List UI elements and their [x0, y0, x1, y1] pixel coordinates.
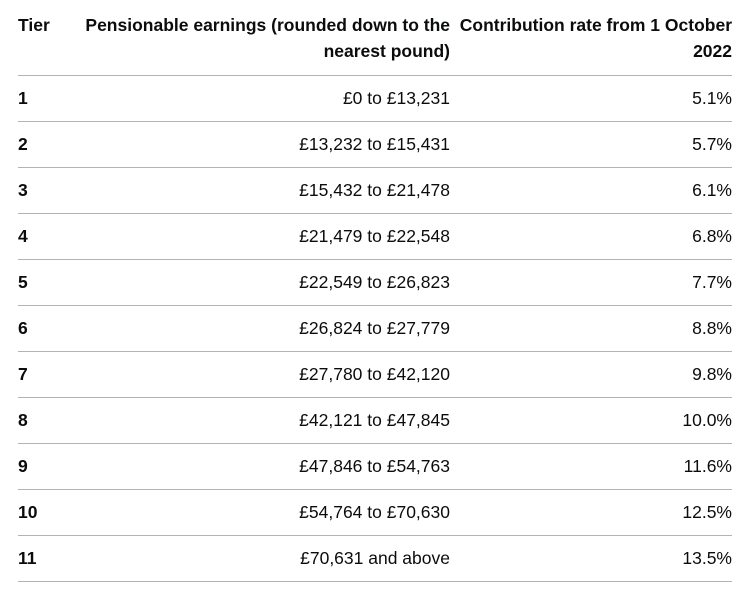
- table-row: [18, 260, 732, 306]
- contribution-rates-table: [18, 0, 732, 582]
- rate-cell: 13.5%: [450, 536, 732, 582]
- rate-cell: 5.7%: [450, 122, 732, 168]
- tier-cell: 6: [18, 306, 78, 352]
- table-row: [18, 398, 732, 444]
- rate-cell: 11.6%: [450, 444, 732, 490]
- rate-cell: 7.7%: [450, 260, 732, 306]
- rate-cell: 12.5%: [450, 490, 732, 536]
- table-row: [18, 306, 732, 352]
- header-contribution-rate: Contribution rate from 1 October 2022: [450, 0, 732, 76]
- table-row: [18, 352, 732, 398]
- rate-cell: 6.8%: [450, 214, 732, 260]
- tier-cell: 10: [18, 490, 78, 536]
- earnings-cell: £15,432 to £21,478: [78, 168, 450, 214]
- table-row: [18, 214, 732, 260]
- tier-cell: 7: [18, 352, 78, 398]
- rate-cell: 10.0%: [450, 398, 732, 444]
- earnings-cell: £22,549 to £26,823: [78, 260, 450, 306]
- tier-cell: 3: [18, 168, 78, 214]
- earnings-cell: £13,232 to £15,431: [78, 122, 450, 168]
- header-tier: Tier: [18, 0, 78, 76]
- earnings-cell: £21,479 to £22,548: [78, 214, 450, 260]
- tier-cell: 2: [18, 122, 78, 168]
- earnings-cell: £27,780 to £42,120: [78, 352, 450, 398]
- table-row: [18, 444, 732, 490]
- tier-cell: 4: [18, 214, 78, 260]
- table-row: [18, 122, 732, 168]
- table-row: [18, 490, 732, 536]
- tier-cell: 1: [18, 76, 78, 122]
- rate-cell: 6.1%: [450, 168, 732, 214]
- header-pensionable-earnings: Pensionable earnings (rounded down to the nearest pound): [78, 0, 450, 76]
- rate-cell: 5.1%: [450, 76, 732, 122]
- tier-cell: 9: [18, 444, 78, 490]
- rate-cell: 8.8%: [450, 306, 732, 352]
- tier-cell: 5: [18, 260, 78, 306]
- earnings-cell: £26,824 to £27,779: [78, 306, 450, 352]
- earnings-cell: £54,764 to £70,630: [78, 490, 450, 536]
- table-row: [18, 168, 732, 214]
- earnings-cell: £70,631 and above: [78, 536, 450, 582]
- earnings-cell: £0 to £13,231: [78, 76, 450, 122]
- rate-cell: 9.8%: [450, 352, 732, 398]
- table-row: [18, 536, 732, 582]
- earnings-cell: £42,121 to £47,845: [78, 398, 450, 444]
- tier-cell: 11: [18, 536, 78, 582]
- earnings-cell: £47,846 to £54,763: [78, 444, 450, 490]
- tier-cell: 8: [18, 398, 78, 444]
- contribution-table-container: [18, 0, 732, 582]
- table-body: [18, 76, 732, 582]
- table-header: [18, 0, 732, 76]
- table-row: [18, 76, 732, 122]
- header-row: [18, 0, 732, 76]
